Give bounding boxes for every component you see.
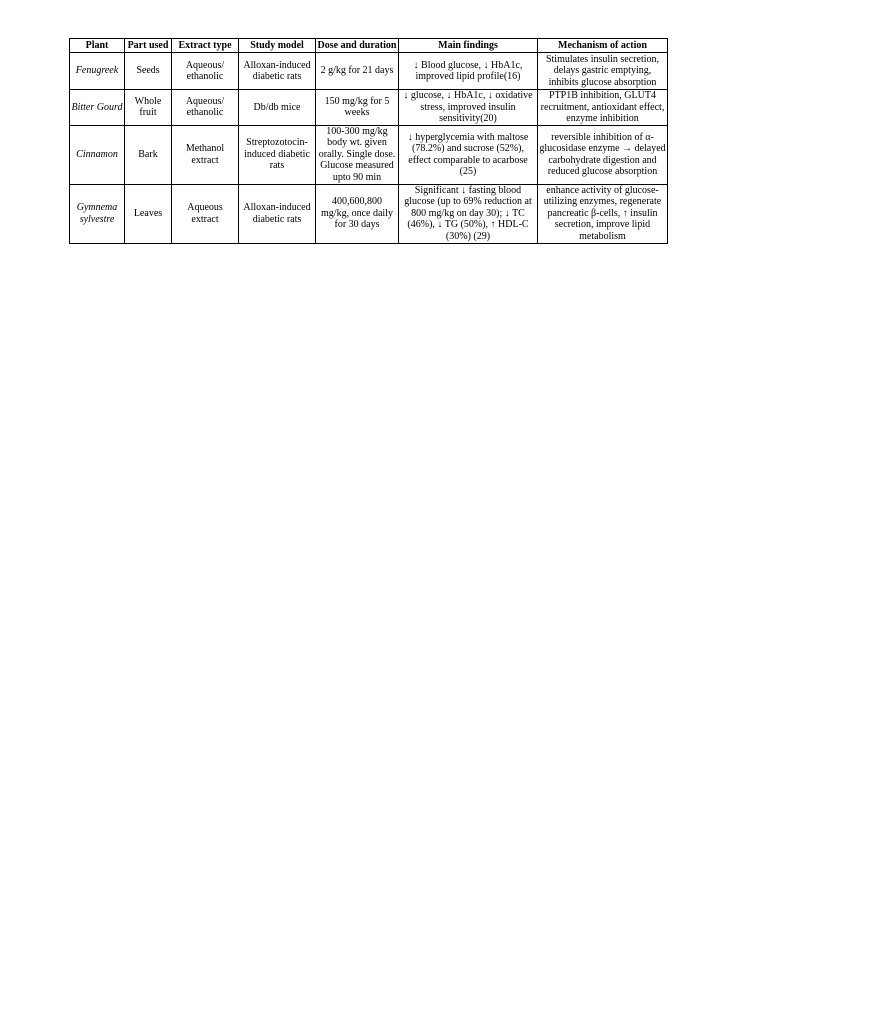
cell-part: Bark [125,125,172,184]
cell-findings: ↓ glucose, ↓ HbA1c, ↓ oxidative stress, improved insulin sensitivity(20) [399,90,538,126]
cell-mechanism: enhance activity of glucose-utilizing enzymes, regenerate pancreatic β-cells, ↑ insulin secretion, improve lipid metabolism [538,184,668,243]
cell-plant: Gymnema sylvestre [70,184,125,243]
cell-plant: Bitter Gourd [70,90,125,126]
cell-findings: ↓ Blood glucose, ↓ HbA1c, improved lipid profile(16) [399,53,538,90]
header-main-findings: Main findings [399,39,538,53]
cell-part: Seeds [125,53,172,90]
cell-model: Streptozotocin-induced diabetic rats [239,125,316,184]
cell-extract: Aqueous extract [172,184,239,243]
cell-model: Alloxan-induced diabetic rats [239,184,316,243]
table-row [70,90,668,126]
header-extract-type: Extract type [172,39,239,53]
table-row [70,184,668,243]
header-part-used: Part used [125,39,172,53]
plant-antidiabetic-table [69,38,668,244]
cell-extract: Aqueous/ ethanolic [172,90,239,126]
cell-mechanism: reversible inhibition of α-glucosidase enzyme → delayed carbohydrate digestion and reduced glucose absorption [538,125,668,184]
cell-dose: 150 mg/kg for 5 weeks [316,90,399,126]
cell-model: Db/db mice [239,90,316,126]
header-dose-duration: Dose and duration [316,39,399,53]
cell-findings: Significant ↓ fasting blood glucose (up to 69% reduction at 800 mg/kg on day 30); ↓ TC (46%), ↓ TG (50%), ↑ HDL-C (30%) (29) [399,184,538,243]
cell-model: Alloxan-induced diabetic rats [239,53,316,90]
table-row [70,125,668,184]
cell-dose: 400,600,800 mg/kg, once daily for 30 days [316,184,399,243]
cell-findings: ↓ hyperglycemia with maltose (78.2%) and sucrose (52%), effect comparable to acarbose (25) [399,125,538,184]
table-header-row [70,39,668,53]
table-row [70,53,668,90]
cell-part: Whole fruit [125,90,172,126]
cell-extract: Methanol extract [172,125,239,184]
header-plant: Plant [70,39,125,53]
cell-part: Leaves [125,184,172,243]
header-mechanism: Mechanism of action [538,39,668,53]
cell-mechanism: PTP1B inhibition, GLUT4 recruitment, antioxidant effect, enzyme inhibition [538,90,668,126]
cell-mechanism: Stimulates insulin secretion, delays gastric emptying, inhibits glucose absorption [538,53,668,90]
cell-plant: Fenugreek [70,53,125,90]
cell-extract: Aqueous/ ethanolic [172,53,239,90]
cell-dose: 100-300 mg/kg body wt. given orally. Single dose. Glucose measured upto 90 min [316,125,399,184]
cell-dose: 2 g/kg for 21 days [316,53,399,90]
header-study-model: Study model [239,39,316,53]
cell-plant: Cinnamon [70,125,125,184]
